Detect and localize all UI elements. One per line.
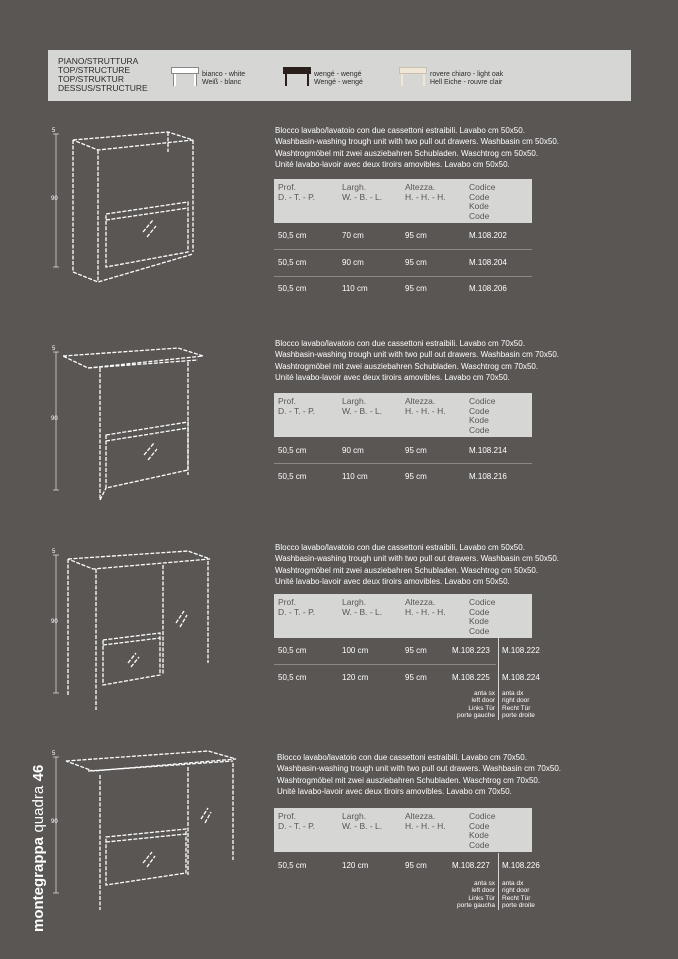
header-altezza: Altezza. H. - H. - H.	[405, 182, 446, 202]
cell-altezza: 95 cm	[405, 646, 427, 655]
dim-height: 90	[51, 819, 58, 825]
table-row	[278, 646, 568, 658]
product-4-table-header	[274, 808, 532, 852]
header-largh: Largh. W. - B. - L.	[342, 182, 383, 202]
header-prof: Prof. D. - T. - P.	[278, 396, 316, 416]
cell-code-left: M.108.223	[452, 646, 490, 655]
table-row	[278, 231, 536, 243]
header-codice: Codice Code Kode Code	[469, 597, 496, 636]
header-prof: Prof. D. - T. - P.	[278, 597, 316, 617]
product-3-table-header	[274, 594, 532, 638]
cell-largh: 120 cm	[342, 673, 369, 682]
cell-prof: 50,5 cm	[278, 284, 307, 293]
header-altezza: Altezza. H. - H. - H.	[405, 597, 446, 617]
white-table-icon	[171, 63, 199, 89]
unit-drawing-1	[48, 122, 208, 292]
left-door-note: anta sx left door Links Tür porte gauche	[457, 690, 495, 720]
cell-largh: 70 cm	[342, 231, 364, 240]
left-door-note: anta sx left door Links Tür porte gaucha	[457, 880, 495, 910]
cell-code-right: M.108.224	[502, 673, 540, 682]
brand-footer	[30, 765, 48, 932]
cell-code: M.108.214	[469, 446, 507, 455]
row-divider	[274, 664, 496, 665]
header-largh: Largh. W. - B. - L.	[342, 396, 383, 416]
cell-code: M.108.216	[469, 472, 507, 481]
cell-largh: 110 cm	[342, 472, 368, 481]
dim-height: 90	[51, 196, 58, 202]
cell-altezza: 95 cm	[405, 673, 427, 682]
dim-depth: 5	[52, 346, 56, 352]
cell-altezza: 95 cm	[405, 258, 427, 267]
cell-largh: 90 cm	[342, 258, 364, 267]
cell-altezza: 95 cm	[405, 284, 427, 293]
row-divider	[274, 463, 532, 464]
cell-prof: 50,5 cm	[278, 446, 307, 455]
finish-legend	[48, 50, 631, 101]
cell-largh: 110 cm	[342, 284, 368, 293]
right-door-note: anta dx right door Recht Tür porte droite	[502, 880, 535, 910]
cell-prof: 50,5 cm	[278, 231, 307, 240]
cell-code-left: M.108.225	[452, 673, 490, 682]
table-row	[278, 861, 568, 873]
cell-prof: 50,5 cm	[278, 646, 307, 655]
cell-code-right: M.108.222	[502, 646, 540, 655]
table-row	[278, 258, 536, 270]
header-largh: Largh. W. - B. - L.	[342, 811, 383, 831]
header-altezza: Altezza. H. - H. - H.	[405, 396, 446, 416]
header-codice: Codice Code Kode Code	[469, 811, 496, 850]
cell-code: M.108.204	[469, 258, 507, 267]
table-row	[278, 673, 568, 685]
dim-depth: 5	[52, 751, 56, 757]
cell-code: M.108.202	[469, 231, 507, 240]
unit-drawing-4	[48, 745, 243, 920]
header-codice: Codice Code Kode Code	[469, 182, 496, 221]
table-row	[278, 446, 536, 458]
cell-prof: 50,5 cm	[278, 861, 307, 870]
product-2-description: Blocco lavabo/lavatoio con due cassettoni estraibili. Lavabo cm 70x50. Washbasin-washing trough unit with two pull out drawers. Washbasin cm 70x50. Washtrogmöbel mit zwei ausziebahren Schubladen. Waschtrog cm 70x50. Unité lavabo-lavoir avec deux tiroirs amovibles. Lavabo cm 70x50.	[275, 339, 559, 382]
table-row	[278, 284, 536, 296]
dim-height: 90	[51, 619, 58, 625]
cell-code-right: M.108.226	[502, 861, 540, 870]
product-1-description: Blocco lavabo/lavatoio con due cassettoni estraibili. Lavabo cm 50x50. Washbasin-washing trough unit with two pull out drawers. Washbasin cm 50x50. Washtrogmöbel mit zwei ausziebahren Schubladen. Waschtrog cm 50x50. Unité lavabo-lavoir avec deux tiroirs amovibles. Lavabo cm 50x50.	[275, 126, 559, 169]
dim-height: 90	[51, 416, 58, 422]
unit-drawing-3	[48, 545, 218, 715]
cell-prof: 50,5 cm	[278, 673, 307, 682]
cell-altezza: 95 cm	[405, 472, 427, 481]
cell-altezza: 95 cm	[405, 861, 427, 870]
table-row	[278, 472, 536, 484]
dim-depth: 5	[52, 128, 56, 134]
page-number: 46	[30, 764, 47, 782]
oak-table-icon	[399, 63, 427, 89]
swatch-wenge-label: wengé - wengé Wengé - wengé	[314, 71, 363, 86]
swatch-oak-label: rovere chiaro - light oak Hell Eiche - rouvre clair	[430, 71, 504, 86]
dim-depth: 5	[52, 549, 56, 555]
brand-name: montegrappa	[30, 836, 47, 932]
cell-largh: 120 cm	[342, 861, 369, 870]
header-prof: Prof. D. - T. - P.	[278, 182, 316, 202]
cell-altezza: 95 cm	[405, 446, 427, 455]
swatch-white-label: bianco - white Weiß - blanc	[202, 71, 246, 86]
cell-prof: 50,5 cm	[278, 472, 307, 481]
cell-altezza: 95 cm	[405, 231, 427, 240]
series-name: quadra	[30, 785, 47, 833]
unit-drawing-2	[48, 340, 208, 515]
header-codice: Codice Code Kode Code	[469, 396, 496, 435]
wenge-table-icon	[283, 63, 311, 89]
row-divider	[274, 276, 532, 277]
cell-code-left: M.108.227	[452, 861, 490, 870]
cell-code: M.108.206	[469, 284, 507, 293]
product-2-table-header	[274, 393, 532, 437]
cell-largh: 90 cm	[342, 446, 364, 455]
product-1-table-header	[274, 179, 532, 223]
header-prof: Prof. D. - T. - P.	[278, 811, 316, 831]
header-altezza: Altezza. H. - H. - H.	[405, 811, 446, 831]
right-door-note: anta dx right door Recht Tür porte droite	[502, 690, 535, 720]
product-4-description: Blocco lavabo/lavatoio con due cassettoni estraibili. Lavabo cm 70x50. Washbasin-washing trough unit with two pull out drawers. Washbasin cm 70x50. Washtrogmöbel mit zwei ausziebahren Schubladen. Waschtrog cm 70x50. Unité lavabo-lavoir avec deux tiroirs amovibles. Lavabo cm 70x50.	[277, 753, 561, 796]
product-3-description: Blocco lavabo/lavatoio con due cassettoni estraibili. Lavabo cm 50x50. Washbasin-washing trough unit with two pull out drawers. Washbasin cm 50x50. Washtrogmöbel mit zwei ausziebahren Schubladen. Waschtrog cm 50x50. Unité lavabo-lavoir avec deux tiroirs amovibles. Lavabo cm 50x50.	[275, 543, 559, 586]
header-largh: Largh. W. - B. - L.	[342, 597, 383, 617]
legend-label: PIANO/STRUTTURA TOP/STRUCTURE TOP/STRUKTUR DESSUS/STRUCTURE	[58, 56, 148, 93]
cell-largh: 100 cm	[342, 646, 369, 655]
row-divider	[274, 249, 532, 250]
cell-prof: 50,5 cm	[278, 258, 307, 267]
